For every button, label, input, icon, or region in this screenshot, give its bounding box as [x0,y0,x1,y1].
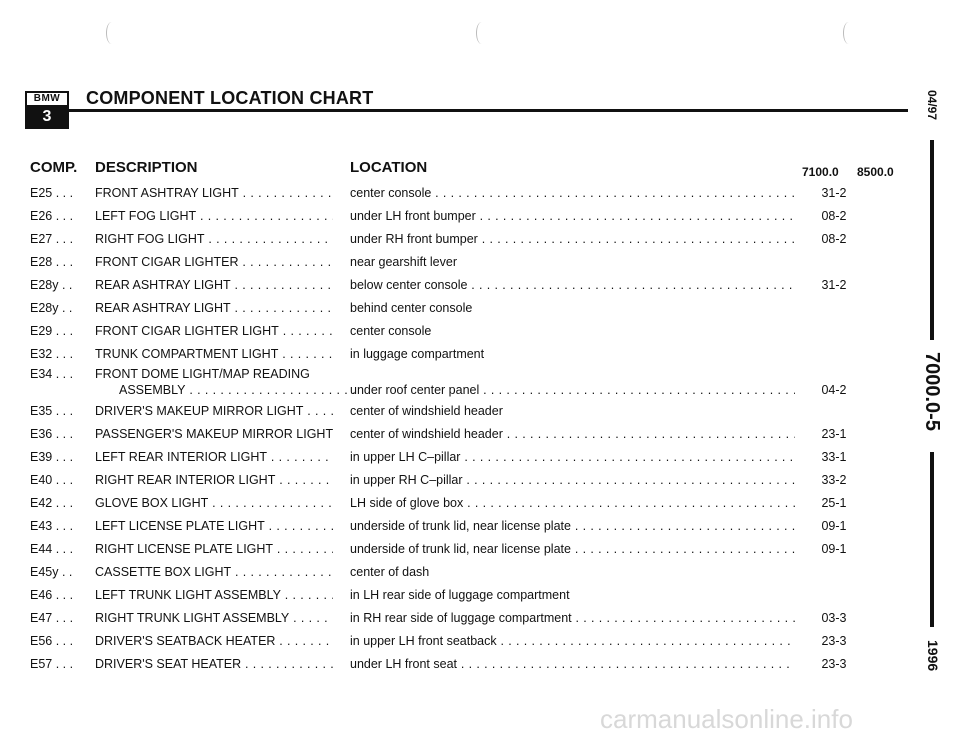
component-description: RIGHT TRUNK LIGHT ASSEMBLY . . . [95,611,333,625]
page-reference-7100: 31-2 [821,186,847,200]
component-location: under LH front bumper . . . [350,209,795,223]
component-location: underside of trunk lid, near license plate . . . [350,542,795,556]
column-header-description: DESCRIPTION [95,159,198,176]
table-row [0,301,900,323]
component-description: CASSETTE BOX LIGHT . . . [95,565,333,579]
table-row [0,255,900,277]
component-description: RIGHT FOG LIGHT . . . [95,232,333,246]
component-description: FRONT CIGAR LIGHTER LIGHT . . . [95,324,333,338]
component-location: in upper LH C–pillar . . . [350,450,795,464]
table-row [0,565,900,587]
component-location: under roof center panel . . . [350,383,795,397]
table-row [0,473,900,495]
component-description: DRIVER'S SEAT HEATER . . . [95,657,333,671]
component-code: E57 . . . [30,657,74,671]
table-row [0,427,900,449]
component-code: E34 . . . [30,367,74,381]
page-reference-7100: 08-2 [821,209,847,223]
table-row [0,232,900,254]
component-location: center console [350,324,432,338]
component-location: LH side of glove box . . . [350,496,795,510]
table-row [0,519,900,541]
bmw-3-series-logo-icon [25,91,69,129]
column-header-8500: 8500.0 [857,165,894,179]
component-description: DRIVER'S MAKEUP MIRROR LIGHT . . . [95,404,333,418]
component-code: E39 . . . [30,450,74,464]
component-location: center of windshield header [350,404,503,418]
component-description: LEFT FOG LIGHT . . . [95,209,333,223]
component-description: RIGHT REAR INTERIOR LIGHT . . . [95,473,333,487]
component-description: LEFT TRUNK LIGHT ASSEMBLY . . . [95,588,333,602]
table-row [0,496,900,518]
component-description: FRONT DOME LIGHT/MAP READING [95,367,310,381]
component-code: E32 . . . [30,347,74,361]
component-code: E26 . . . [30,209,74,223]
table-row [0,278,900,300]
page-reference-7100: 33-1 [821,450,847,464]
column-header-7100: 7100.0 [802,165,839,179]
component-code: E42 . . . [30,496,74,510]
component-description: LEFT REAR INTERIOR LIGHT . . . [95,450,333,464]
component-code: E40 . . . [30,473,74,487]
table-row [0,324,900,346]
component-code: E46 . . . [30,588,74,602]
component-location: near gearshift lever [350,255,458,269]
sidebar-year: 1996 [925,640,941,672]
component-location: underside of trunk lid, near license plate . . . [350,519,795,533]
sidebar-rule-top [930,140,934,340]
component-location: center console . . . [350,186,795,200]
page-reference-7100: 23-1 [821,427,847,441]
component-description: GLOVE BOX LIGHT . . . [95,496,333,510]
component-code: E25 . . . [30,186,74,200]
page-reference-7100: 04-2 [821,383,847,397]
page-reference-7100: 03-3 [821,611,847,625]
column-header-location: LOCATION [350,159,428,176]
logo-brand-text: BMW [27,93,67,107]
component-location: in upper LH front seatback . . . [350,634,795,648]
component-location: below center console . . . [350,278,795,292]
component-location: center of dash [350,565,430,579]
page-reference-7100: 23-3 [821,657,847,671]
component-location: behind center console [350,301,473,315]
component-description: FRONT ASHTRAY LIGHT . . . [95,186,333,200]
component-code: E29 . . . [30,324,74,338]
component-location: in LH rear side of luggage compartment [350,588,570,602]
page-title: COMPONENT LOCATION CHART [86,88,374,108]
table-row [0,634,900,656]
component-location: center of windshield header . . . [350,427,795,441]
component-location: in upper RH C–pillar . . . [350,473,795,487]
table-row [0,588,900,610]
watermark: carmanualsonline.info [600,704,853,734]
sidebar-date: 04/97 [925,90,939,121]
component-description: LEFT LICENSE PLATE LIGHT . . . [95,519,333,533]
component-code: E35 . . . [30,404,74,418]
component-code: E28y . . [30,278,73,292]
table-row [0,450,900,472]
table-row [0,347,900,369]
column-header-comp: COMP. [30,159,78,176]
component-description: DRIVER'S SEATBACK HEATER . . . [95,634,333,648]
component-code: E28y . . [30,301,73,315]
component-description: REAR ASHTRAY LIGHT . . . [95,278,333,292]
table-row [0,186,900,208]
component-code: E47 . . . [30,611,74,625]
binder-hole-mark [106,22,117,44]
table-row [0,209,900,231]
page-reference-7100: 23-3 [821,634,847,648]
component-code: E36 . . . [30,427,74,441]
page-reference-7100: 09-1 [821,519,847,533]
page-reference-7100: 25-1 [821,496,847,510]
component-location: under RH front bumper . . . [350,232,795,246]
binder-hole-mark [843,22,854,44]
page-reference-7100: 09-1 [821,542,847,556]
binder-hole-mark [476,22,487,44]
component-description: FRONT CIGAR LIGHTER . . . [95,255,333,269]
table-row [0,542,900,564]
component-description: RIGHT LICENSE PLATE LIGHT . . . [95,542,333,556]
table-row [0,611,900,633]
component-location: in luggage compartment [350,347,485,361]
page-reference-7100: 31-2 [821,278,847,292]
component-description-continued: ASSEMBLY . . . [119,383,357,397]
table-row [0,367,900,403]
component-description: TRUNK COMPARTMENT LIGHT . . . [95,347,333,361]
page-reference-7100: 08-2 [821,232,847,246]
component-code: E56 . . . [30,634,74,648]
component-description: REAR ASHTRAY LIGHT . . . [95,301,333,315]
component-code: E45y . . [30,565,73,579]
component-code: E28 . . . [30,255,74,269]
component-location: in RH rear side of luggage compartment . . . [350,611,795,625]
component-description: PASSENGER'S MAKEUP MIRROR LIGHT . . . [95,427,333,441]
logo-series-number: 3 [27,107,67,127]
page-reference-7100: 33-2 [821,473,847,487]
component-code: E43 . . . [30,519,74,533]
table-row [0,404,900,426]
sidebar-page-number: 7000.0-5 [921,352,943,431]
component-code: E27 . . . [30,232,74,246]
sidebar-rule-bottom [930,452,934,627]
component-code: E44 . . . [30,542,74,556]
table-row [0,657,900,679]
title-rule [66,109,908,112]
component-location: under LH front seat . . . [350,657,795,671]
